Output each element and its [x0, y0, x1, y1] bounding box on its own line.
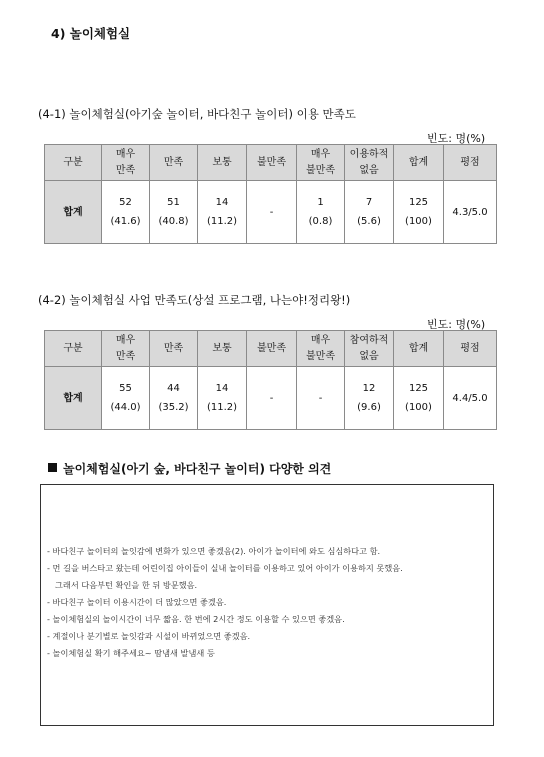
survey1-value-cell	[297, 181, 345, 244]
cell-text: 52	[119, 197, 132, 208]
cell-text: 12	[362, 383, 376, 394]
cell-text: -	[269, 206, 274, 218]
survey2-value-cell	[297, 367, 345, 430]
survey1-row-label: 합계	[45, 181, 102, 244]
header-text: 없음	[359, 350, 379, 362]
header-text: 만족	[115, 350, 136, 362]
survey1-value-cell	[198, 181, 247, 244]
survey1-header-cell	[198, 145, 247, 181]
cell-text: 7	[365, 197, 373, 208]
survey2-title: (4-2) 놀이체험실 사업 만족도(상설 프로그램, 나는야!정리왕!)	[38, 293, 351, 307]
survey2-header-cell	[444, 331, 497, 367]
survey2-total-row	[45, 367, 497, 430]
survey2-unit: 빈도: 명(%)	[427, 318, 486, 331]
cell-text: (11.2)	[206, 402, 238, 413]
survey2-header-cell	[345, 331, 394, 367]
cell-text: (44.0)	[110, 402, 141, 413]
survey2-value-cell	[198, 367, 247, 430]
opinion-item: - 바다친구 놀이터의 놀잇감에 변화가 있으면 좋겠음(2). 아이가 놀이터에 와도 심심하다고 함.	[47, 546, 381, 556]
header-text: 만족	[115, 164, 136, 176]
survey2-header-cell	[150, 331, 198, 367]
opinion-item: - 놀이체험실 확기 해주세요~ 땀냄새 발냄새 등	[47, 648, 215, 658]
header-text: 불만족	[306, 350, 335, 362]
header-text: 만족	[163, 156, 184, 168]
header-text: 합계	[408, 342, 429, 354]
survey2-value-cell	[247, 367, 297, 430]
cell-text: (11.2)	[206, 216, 238, 227]
header-text: 합계	[408, 156, 429, 168]
header-text: 불만족	[257, 156, 286, 168]
header-text: 불만족	[257, 342, 286, 354]
header-text: 매우	[115, 335, 136, 346]
survey2-header-cell	[102, 331, 150, 367]
survey1-unit: 빈도: 명(%)	[427, 132, 486, 145]
cell-text: 125	[408, 383, 429, 394]
header-text: 없음	[359, 164, 379, 176]
cell-text: (9.6)	[357, 402, 381, 413]
cell-text: 14	[215, 197, 229, 208]
survey2-row-label: 합계	[45, 367, 102, 430]
header-text: 매우	[310, 335, 331, 346]
header-text: 평점	[460, 342, 480, 354]
survey1-total-row	[45, 181, 497, 244]
opinions-box	[40, 484, 494, 726]
cell-text: 1	[317, 197, 324, 208]
survey2-header-cell	[247, 331, 297, 367]
survey2-value-cell	[345, 367, 394, 430]
cell-text: (100)	[405, 216, 432, 227]
survey2-value-cell	[394, 367, 444, 430]
survey2-header-cell	[394, 331, 444, 367]
header-text: 이용하적	[349, 149, 389, 160]
survey1-header-cell	[247, 145, 297, 181]
cell-text: (0.8)	[308, 216, 333, 227]
cell-text: 14	[215, 383, 229, 394]
survey2-value-cell	[150, 367, 198, 430]
header-text: 보통	[212, 156, 232, 168]
square-bullet-icon	[48, 463, 57, 472]
cell-text: 44	[167, 383, 180, 394]
cell-text: 51	[167, 197, 180, 208]
survey1-header-cell	[297, 145, 345, 181]
survey1-table	[44, 144, 497, 244]
cell-text: (41.6)	[110, 216, 141, 227]
survey2-header-row	[45, 331, 497, 367]
header-text: 만족	[163, 342, 184, 354]
survey1-header-cell	[45, 145, 102, 181]
survey2-header-cell	[198, 331, 247, 367]
opinion-item-continuation: 그래서 다음부턴 확인을 한 뒤 방문했음.	[55, 580, 198, 590]
opinions-heading	[48, 460, 331, 477]
survey1-title: (4-1) 놀이체험실(아기숲 놀이터, 바다친구 놀이터) 이용 만족도	[38, 107, 356, 121]
cell-text: -	[318, 392, 323, 404]
survey1-header-row	[45, 145, 497, 181]
header-text: 구분	[63, 156, 83, 168]
header-text: 불만족	[306, 164, 335, 176]
header-text: 매우	[310, 149, 331, 160]
header-text: 보통	[212, 342, 232, 354]
survey1-header-cell	[444, 145, 497, 181]
header-text: 구분	[63, 342, 83, 354]
survey1-header-cell	[150, 145, 198, 181]
survey2-header-cell	[297, 331, 345, 367]
cell-text: (100)	[405, 402, 432, 413]
survey1-value-cell	[345, 181, 394, 244]
survey2-value-cell	[102, 367, 150, 430]
opinions-title: 놀이체험실(아기 숲, 바다친구 놀이터) 다양한 의견	[63, 462, 332, 476]
cell-text: (35.2)	[158, 402, 189, 413]
survey1-header-cell	[102, 145, 150, 181]
cell-text: (5.6)	[357, 216, 381, 227]
section-title: 4) 놀이체험실	[51, 26, 131, 41]
cell-text: (40.8)	[158, 216, 189, 227]
survey1-value-cell	[247, 181, 297, 244]
header-text: 매우	[115, 149, 136, 160]
opinion-item: - 먼 길을 버스타고 왔는데 어린이집 아이들이 실내 놀이터를 이용하고 있어 아이가 이용하지 못했음.	[47, 563, 403, 573]
cell-text: 125	[408, 197, 429, 208]
survey2-header-cell	[45, 331, 102, 367]
opinion-item: - 놀이체험실의 놀이시간이 너무 짧음. 한 번에 2시간 정도 이용할 수 있으면 좋겠음.	[47, 614, 345, 624]
survey1-header-cell	[345, 145, 394, 181]
survey1-value-cell	[444, 181, 497, 244]
cell-text: 4.4/5.0	[452, 392, 488, 404]
survey2-value-cell	[444, 367, 497, 430]
survey1-value-cell	[150, 181, 198, 244]
opinions-list	[47, 543, 491, 662]
opinion-item: - 바다친구 놀이터 이용시간이 더 많았으면 좋겠음.	[47, 597, 227, 607]
header-text: 참여하적	[349, 335, 389, 346]
cell-text: 4.3/5.0	[452, 206, 488, 218]
cell-text: 55	[119, 383, 132, 394]
survey1-value-cell	[102, 181, 150, 244]
header-text: 평점	[460, 156, 480, 168]
survey2-table	[44, 330, 497, 430]
cell-text: -	[269, 392, 274, 404]
survey1-header-cell	[394, 145, 444, 181]
survey1-value-cell	[394, 181, 444, 244]
opinion-item: - 계절이나 분기별로 놀잇감과 시설이 바뀌었으면 좋겠음.	[47, 631, 251, 641]
